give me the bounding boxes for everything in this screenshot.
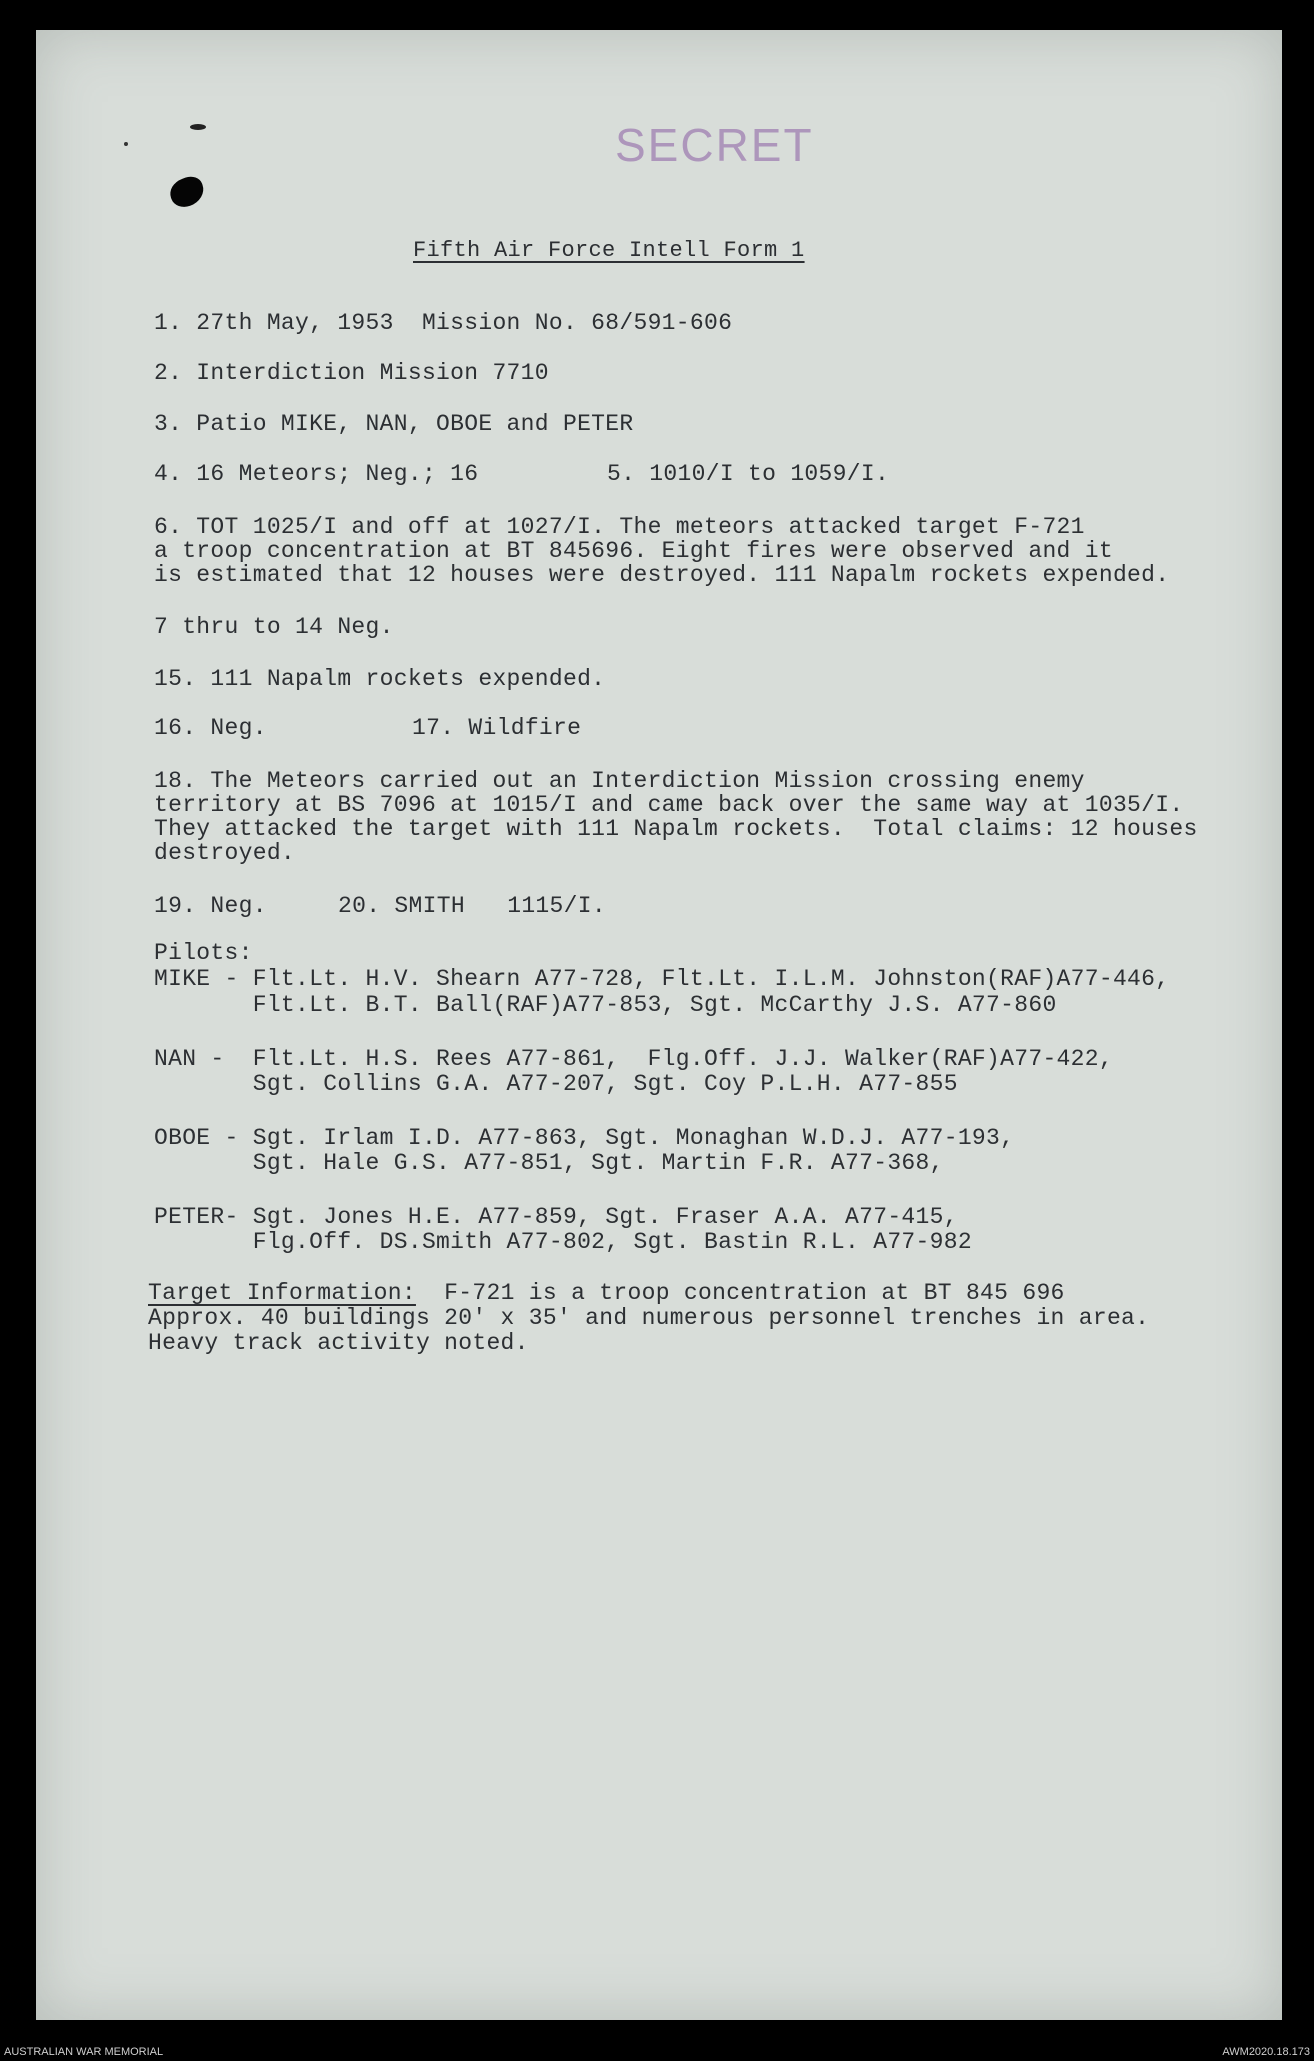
- item-3: 3. Patio MIKE, NAN, OBOE and PETER: [154, 411, 634, 437]
- item-7-14: 7 thru to 14 Neg.: [154, 614, 394, 640]
- pilots-peter-line-2: Flg.Off. DS.Smith A77-802, Sgt. Bastin R.L. A77-982: [154, 1229, 972, 1255]
- pilots-mike-line-1: MIKE - Flt.Lt. H.V. Shearn A77-728, Flt.Lt. I.L.M. Johnston(RAF)A77-446,: [154, 966, 1170, 992]
- paper-mark: [190, 124, 206, 130]
- form-title: Fifth Air Force Intell Form 1: [413, 238, 805, 263]
- item-15: 15. 111 Napalm rockets expended.: [154, 666, 606, 692]
- item-5: 5. 1010/I to 1059/I.: [607, 461, 890, 487]
- secret-stamp: SECRET: [615, 119, 814, 171]
- pilots-oboe-line-2: Sgt. Hale G.S. A77-851, Sgt. Martin F.R. A77-368,: [154, 1150, 944, 1176]
- item-6-line-3: is estimated that 12 houses were destroyed. 111 Napalm rockets expended.: [154, 562, 1170, 588]
- item-6-line-1: 6. TOT 1025/I and off at 1027/I. The meteors attacked target F-721: [154, 514, 1085, 540]
- item-2: 2. Interdiction Mission 7710: [154, 360, 549, 386]
- pilots-nan-line-1: NAN - Flt.Lt. H.S. Rees A77-861, Flg.Off. J.J. Walker(RAF)A77-422,: [154, 1046, 1113, 1072]
- item-18-line-3: They attacked the target with 111 Napalm rockets. Total claims: 12 houses: [154, 816, 1198, 842]
- item-4: 4. 16 Meteors; Neg.; 16: [154, 461, 479, 487]
- pilots-heading: Pilots:: [154, 940, 253, 966]
- footer-accession-number: AWM2020.18.173: [1222, 2046, 1310, 2058]
- pilots-mike-line-2: Flt.Lt. B.T. Ball(RAF)A77-853, Sgt. McCarthy J.S. A77-860: [154, 992, 1057, 1018]
- pilots-oboe-line-1: OBOE - Sgt. Irlam I.D. A77-863, Sgt. Monaghan W.D.J. A77-193,: [154, 1125, 1015, 1151]
- paper-mark: [124, 142, 128, 146]
- target-info-line-3: Heavy track activity noted.: [148, 1330, 529, 1356]
- item-18-line-1: 18. The Meteors carried out an Interdiction Mission crossing enemy: [154, 768, 1085, 794]
- item-6-line-2: a troop concentration at BT 845696. Eight fires were observed and it: [154, 538, 1113, 564]
- target-info-line-1: [148, 1282, 1065, 1305]
- item-17: 17. Wildfire: [412, 715, 582, 741]
- target-info-text: F-721 is a troop concentration at BT 845 696: [415, 1280, 1065, 1306]
- item-20: 20. SMITH 1115/I.: [338, 893, 606, 919]
- pilots-nan-line-2: Sgt. Collins G.A. A77-207, Sgt. Coy P.L.H. A77-855: [154, 1071, 958, 1097]
- footer-institution: AUSTRALIAN WAR MEMORIAL: [4, 2046, 164, 2058]
- target-info-line-2: Approx. 40 buildings 20' x 35' and numerous personnel trenches in area.: [148, 1305, 1150, 1331]
- item-19: 19. Neg.: [154, 893, 267, 919]
- item-18-line-4: destroyed.: [154, 840, 296, 866]
- target-info-label: Target Information:: [148, 1280, 416, 1306]
- item-18-line-2: territory at BS 7096 at 1015/I and came back over the same way at 1035/I.: [154, 792, 1184, 818]
- item-1: 1. 27th May, 1953 Mission No. 68/591-606: [154, 310, 733, 336]
- item-16: 16. Neg.: [154, 715, 267, 741]
- pilots-peter-line-1: PETER- Sgt. Jones H.E. A77-859, Sgt. Fraser A.A. A77-415,: [154, 1204, 958, 1230]
